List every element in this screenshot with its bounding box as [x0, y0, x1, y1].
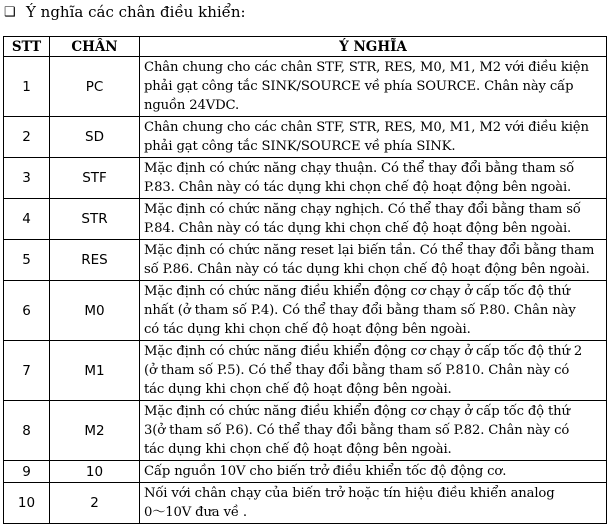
meaning-line: (ở tham số P.5). Có thể thay đổi bằng tham số P.810. Chân này có [144, 363, 570, 378]
row-pin: M1 [50, 341, 140, 401]
meaning-line: phải gạt công tắc SINK/SOURCE về phía SINK. [144, 139, 456, 154]
row-pin: M2 [50, 401, 140, 461]
meaning-line: P.83. Chân này có tác dụng khi chọn chế độ hoạt động bên ngoài. [144, 180, 572, 195]
header-pin: CHÂN [50, 37, 140, 57]
row-pin: M0 [50, 281, 140, 341]
row-stt: 5 [4, 240, 50, 281]
table-row [4, 240, 607, 281]
row-meaning [140, 158, 607, 199]
meaning-line: Chân chung cho các chân STF, STR, RES, M0, M1, M2 với điều kiện [144, 120, 589, 135]
meaning-line: số P.86. Chân này có tác dụng khi chọn chế độ hoạt động bên ngoài. [144, 262, 590, 277]
meaning-line: Cấp nguồn 10V cho biến trở điều khiển tốc độ động cơ. [144, 464, 507, 479]
meaning-line: Mặc định có chức năng chạy thuận. Có thể thay đổi bằng tham số [144, 161, 574, 176]
table-row [4, 281, 607, 341]
control-pin-table [3, 36, 607, 524]
row-pin: PC [50, 57, 140, 117]
section-heading [4, 0, 604, 24]
row-stt: 7 [4, 341, 50, 401]
row-stt: 8 [4, 401, 50, 461]
row-pin: RES [50, 240, 140, 281]
meaning-line: tác dụng khi chọn chế độ hoạt động bên ngoài. [144, 382, 452, 397]
table-row [4, 117, 607, 158]
row-stt: 6 [4, 281, 50, 341]
meaning-line: P.84. Chân này có tác dụng khi chọn chế độ hoạt động bên ngoài. [144, 221, 572, 236]
table-body [4, 57, 607, 524]
table-header-row [4, 37, 607, 57]
bullet-icon: ❑ [4, 4, 16, 20]
row-meaning [140, 240, 607, 281]
meaning-line: Mặc định có chức năng điều khiển động cơ chạy ở cấp tốc độ thứ 2 [144, 344, 583, 359]
table-row [4, 341, 607, 401]
table-row [4, 461, 607, 483]
table-row [4, 158, 607, 199]
meaning-line: nhất (ở tham số P.4). Có thể thay đổi bằng tham số P.80. Chân này [144, 303, 576, 318]
table-row [4, 57, 607, 117]
row-meaning [140, 281, 607, 341]
row-pin: 10 [50, 461, 140, 483]
row-meaning [140, 57, 607, 117]
row-meaning [140, 341, 607, 401]
meaning-line: tác dụng khi chọn chế độ hoạt động bên ngoài. [144, 442, 452, 457]
header-meaning: Ý NGHĨA [140, 37, 607, 57]
row-pin: STF [50, 158, 140, 199]
meaning-line: có tác dụng khi chọn chế độ hoạt động bên ngoài. [144, 322, 471, 337]
row-stt: 4 [4, 199, 50, 240]
meaning-line: phải gạt công tắc SINK/SOURCE về phía SOURCE. Chân này cấp [144, 79, 574, 94]
row-stt: 2 [4, 117, 50, 158]
table-row [4, 199, 607, 240]
header-stt: STT [4, 37, 50, 57]
meaning-line: Mặc định có chức năng điều khiển động cơ chạy ở cấp tốc độ thứ [144, 284, 570, 299]
meaning-line: Mặc định có chức năng chạy nghịch. Có thể thay đổi bằng tham số [144, 202, 581, 217]
row-pin: STR [50, 199, 140, 240]
row-meaning [140, 401, 607, 461]
meaning-line: nguồn 24VDC. [144, 98, 240, 113]
meaning-line: Mặc định có chức năng reset lại biến tần. Có thể thay đổi bằng tham [144, 243, 595, 258]
row-stt: 10 [4, 483, 50, 524]
row-meaning [140, 461, 607, 483]
row-stt: 9 [4, 461, 50, 483]
row-pin: SD [50, 117, 140, 158]
meaning-line: 0～10V đưa về . [144, 505, 247, 520]
row-meaning [140, 483, 607, 524]
row-pin: 2 [50, 483, 140, 524]
heading-text: Ý nghĩa các chân điều khiển: [26, 3, 246, 21]
meaning-line: Nối với chân chạy của biến trở hoặc tín hiệu điều khiển analog [144, 486, 555, 501]
table-row [4, 401, 607, 461]
meaning-line: 3(ở tham số P.6). Có thể thay đổi bằng tham số P.82. Chân này có [144, 423, 570, 438]
table-row [4, 483, 607, 524]
row-meaning [140, 117, 607, 158]
meaning-line: Mặc định có chức năng điều khiển động cơ chạy ở cấp tốc độ thứ [144, 404, 570, 419]
row-stt: 3 [4, 158, 50, 199]
meaning-line: Chân chung cho các chân STF, STR, RES, M0, M1, M2 với điều kiện [144, 60, 589, 75]
row-meaning [140, 199, 607, 240]
row-stt: 1 [4, 57, 50, 117]
